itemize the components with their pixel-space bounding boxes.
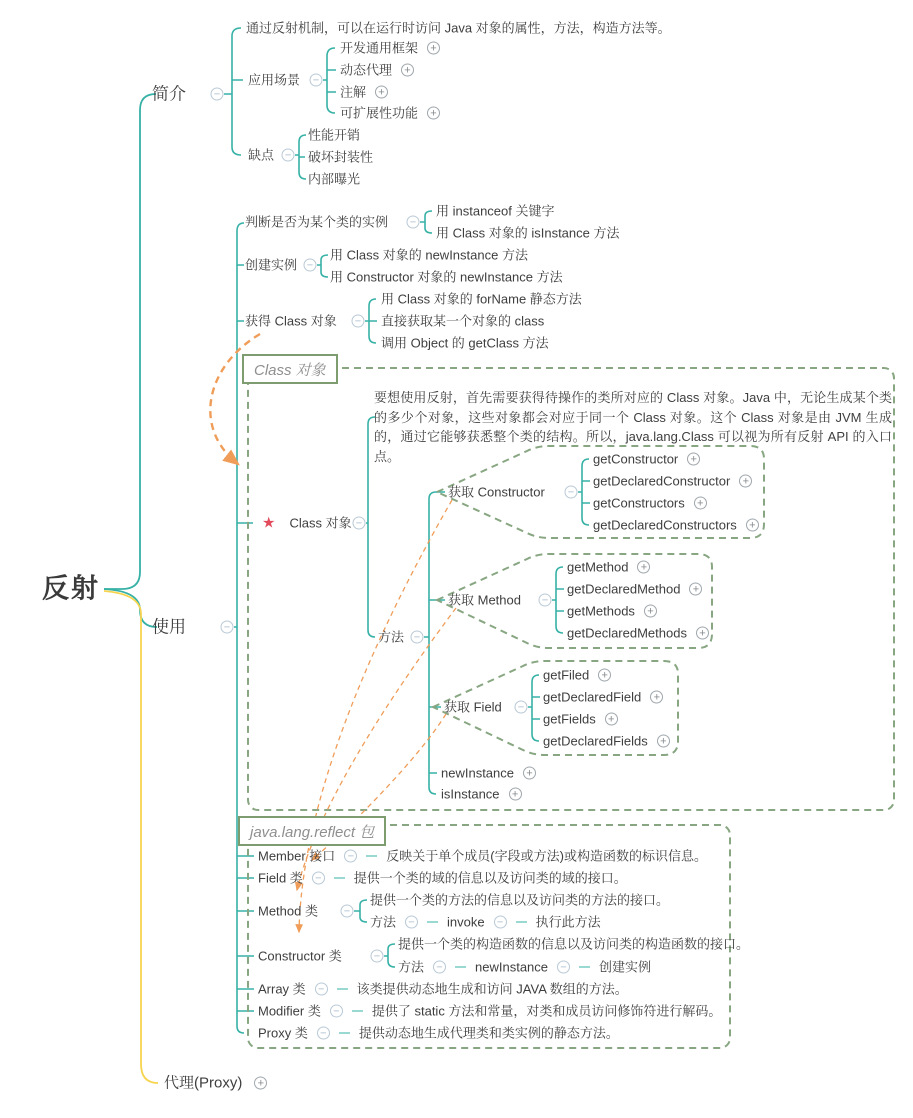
node-method-item[interactable]: getMethod + [567, 561, 650, 574]
node-proxy-branch[interactable]: 代理(Proxy) + [164, 1076, 267, 1091]
collapse-icon[interactable]: − [515, 701, 528, 714]
bracket-create [317, 255, 328, 277]
collapse-icon[interactable]: − [352, 315, 365, 328]
expand-icon[interactable]: + [637, 561, 650, 574]
node-method-item[interactable]: getFields + [543, 713, 618, 726]
expand-icon[interactable]: + [523, 767, 536, 780]
collapse-icon[interactable]: − [282, 149, 295, 162]
node-method-item[interactable]: getDeclaredMethod + [567, 583, 702, 596]
node-class-object[interactable]: ★ Class 对象 [262, 514, 352, 532]
node-method-item[interactable]: getDeclaredConstructors + [593, 519, 759, 532]
node-method-invoke[interactable]: 方法 − invoke − 执行此方法 [370, 914, 601, 930]
node-obtain-item[interactable]: 调用 Object 的 getClass 方法 [381, 335, 549, 351]
node-modifier-class[interactable]: Modifier 类 − 提供了 static 方法和常量，对类和成员访问修饰符进行解码。 [258, 1003, 722, 1019]
node-obtain[interactable]: 获得 Class 对象 [245, 313, 337, 329]
node-judge-item[interactable]: 用 Class 对象的 isInstance 方法 [436, 225, 620, 241]
node-obtain-item[interactable]: 用 Class 对象的 forName 静态方法 [381, 291, 582, 307]
node-methods[interactable]: 方法 [378, 629, 405, 645]
bracket-get-constructor [578, 459, 590, 525]
bracket-judge [420, 211, 432, 233]
collapse-icon[interactable]: − [312, 872, 325, 885]
collapse-icon[interactable]: − [565, 486, 578, 499]
collapse-icon[interactable]: − [344, 850, 357, 863]
connector-dash [579, 967, 590, 968]
node-method-class[interactable]: Method 类 [258, 903, 318, 919]
node-method-item[interactable]: getDeclaredFields + [543, 735, 670, 748]
node-scenario-item[interactable]: 可扩展性功能 + [340, 107, 440, 120]
branch-root-proxy [104, 591, 158, 1083]
expand-icon[interactable]: + [650, 691, 663, 704]
connector-dash [337, 989, 348, 990]
node-con-item[interactable]: 内部曝光 [308, 171, 361, 187]
node-con-item[interactable]: 破坏封装性 [308, 149, 374, 165]
connector-dash [352, 1011, 363, 1012]
node-method-item[interactable]: getConstructor + [593, 453, 700, 466]
node-cons[interactable]: 缺点 [248, 147, 275, 163]
collapse-icon[interactable]: − [315, 983, 328, 996]
node-array-class[interactable]: Array 类 − 该类提供动态地生成和访问 JAVA 数组的方法。 [258, 981, 628, 997]
expand-icon[interactable]: + [598, 669, 611, 682]
expand-icon[interactable]: + [427, 107, 440, 120]
bracket-obtain [365, 299, 377, 343]
bracket-get-field [528, 675, 540, 741]
node-scenario-item[interactable]: 开发通用框架 + [340, 42, 440, 55]
expand-icon[interactable]: + [509, 788, 522, 801]
connector-dash [427, 922, 438, 923]
node-class-desc[interactable]: 要想使用反射，首先需要获得待操作的类所对应的 Class 对象。Java 中，无论生成某个类的多少个对象，这些对象都会对应于同一个 Class 对象。这个 Class 对象是由 JVM 生成的，通过它能够获悉整个类的结构。所以，java.lang.Class 可以视为所有反射 API 的入口点。 [374, 390, 892, 464]
bracket-scenarios [323, 48, 336, 113]
node-constructor-class-desc[interactable]: 提供一个类的构造函数的信息以及访问类的构造函数的接口。 [398, 936, 750, 952]
collapse-icon[interactable]: − [557, 961, 570, 974]
collapse-icon[interactable]: − [317, 1027, 330, 1040]
node-create-item[interactable]: 用 Constructor 对象的 newInstance 方法 [330, 269, 563, 285]
node-obtain-item[interactable]: 直接获取某一个对象的 class [381, 313, 545, 329]
expand-icon[interactable]: + [687, 453, 700, 466]
node-get-method[interactable]: 获取 Method [448, 592, 521, 608]
node-method-item[interactable]: getConstructors + [593, 497, 707, 510]
node-create[interactable]: 创建实例 [245, 257, 298, 273]
branch-root-intro [104, 94, 156, 589]
collapse-icon[interactable]: − [330, 1005, 343, 1018]
expand-icon[interactable]: + [254, 1077, 267, 1090]
node-method-item[interactable]: getDeclaredField + [543, 691, 663, 704]
collapse-icon[interactable]: − [405, 916, 418, 929]
expand-icon[interactable]: + [644, 605, 657, 618]
collapse-icon[interactable]: − [411, 631, 424, 644]
group-reflect-label[interactable]: java.lang.reflect 包 [238, 816, 386, 846]
collapse-icon[interactable]: − [310, 74, 323, 87]
bracket-methods [424, 492, 445, 794]
collapse-icon[interactable]: − [433, 961, 446, 974]
expand-icon[interactable]: + [689, 583, 702, 596]
connector-dash [516, 922, 527, 923]
expand-icon[interactable]: + [746, 519, 759, 532]
collapse-icon[interactable]: − [407, 216, 420, 229]
expand-icon[interactable]: + [401, 64, 414, 77]
node-intro-desc[interactable]: 通过反射机制，可以在运行时访问 Java 对象的属性，方法，构造方法等。 [246, 20, 671, 36]
bracket-usage [234, 223, 254, 1033]
connector-dash [334, 878, 345, 879]
node-create-item[interactable]: 用 Class 对象的 newInstance 方法 [330, 247, 528, 263]
node-member-interface[interactable]: Member 接口 − 反映关于单个成员(字段或方法)或构造函数的标识信息。 [258, 848, 707, 864]
branch-root-usage [104, 589, 157, 627]
node-intro[interactable]: 简介 [152, 84, 186, 104]
node-judge[interactable]: 判断是否为某个类的实例 [245, 214, 389, 230]
node-is-instance[interactable]: isInstance + [441, 788, 522, 801]
bracket-get-method [552, 567, 564, 633]
connector-dash [455, 967, 466, 968]
node-constructor-newinstance[interactable]: 方法 − newInstance − 创建实例 [398, 959, 652, 975]
node-scenarios[interactable]: 应用场景 [248, 72, 301, 88]
collapse-icon[interactable]: − [211, 88, 224, 101]
expand-icon[interactable]: + [696, 627, 709, 640]
node-scenario-item[interactable]: 动态代理 + [340, 64, 414, 77]
group-class-label[interactable]: Class 对象 [242, 354, 338, 384]
collapse-icon[interactable]: − [341, 905, 354, 918]
node-field-class[interactable]: Field 类 − 提供一个类的域的信息以及访问类的域的接口。 [258, 870, 627, 886]
expand-icon[interactable]: + [605, 713, 618, 726]
star-icon: ★ [262, 514, 276, 532]
collapse-icon[interactable]: − [494, 916, 507, 929]
bracket-constructor-class [384, 944, 395, 967]
node-constructor-class[interactable]: Constructor 类 [258, 948, 342, 964]
expand-icon[interactable]: + [739, 475, 752, 488]
node-method-item[interactable]: getFiled + [543, 669, 611, 682]
collapse-icon[interactable]: − [353, 517, 366, 530]
node-get-constructor[interactable]: 获取 Constructor [448, 484, 545, 500]
node-con-item[interactable]: 性能开销 [308, 127, 361, 143]
node-method-item[interactable]: getDeclaredConstructor + [593, 475, 752, 488]
expand-icon[interactable]: + [375, 86, 388, 99]
node-proxy-class[interactable]: Proxy 类 − 提供动态地生成代理类和类实例的静态方法。 [258, 1025, 619, 1041]
bracket-method-class [354, 900, 367, 922]
node-method-class-desc[interactable]: 提供一个类的方法的信息以及访问类的方法的接口。 [370, 892, 670, 908]
node-get-field[interactable]: 获取 Field [444, 699, 502, 715]
node-scenario-item[interactable]: 注解 + [340, 86, 388, 99]
collapse-icon[interactable]: − [221, 621, 234, 634]
node-method-item[interactable]: getDeclaredMethods + [567, 627, 709, 640]
collapse-icon[interactable]: − [371, 950, 384, 963]
expand-icon[interactable]: + [694, 497, 707, 510]
collapse-icon[interactable]: − [304, 259, 317, 272]
connector-dash [339, 1033, 350, 1034]
node-new-instance[interactable]: newInstance + [441, 767, 536, 780]
node-judge-item[interactable]: 用 instanceof 关键字 [436, 203, 555, 219]
root-topic[interactable]: 反射 [42, 573, 100, 604]
bracket-cons [295, 135, 306, 179]
expand-icon[interactable]: + [427, 42, 440, 55]
bracket-intro [224, 28, 243, 155]
expand-icon[interactable]: + [657, 735, 670, 748]
connector-dash [366, 856, 377, 857]
node-method-item[interactable]: getMethods + [567, 605, 657, 618]
node-usage[interactable]: 使用 [152, 617, 186, 637]
collapse-icon[interactable]: − [539, 594, 552, 607]
